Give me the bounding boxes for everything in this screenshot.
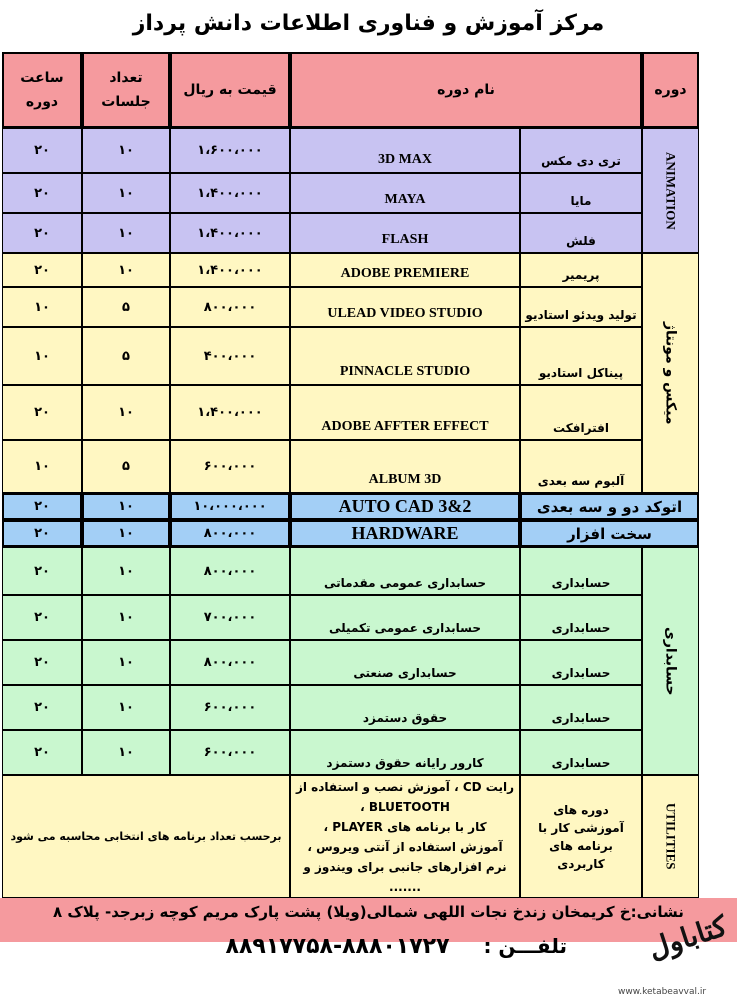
accounting-row-3-persian: حسابداری	[520, 685, 642, 730]
animation-row-2-hours: ۲۰	[2, 213, 82, 253]
accounting-row-4-hours: ۲۰	[2, 730, 82, 775]
header-category: دوره	[642, 52, 699, 128]
accounting-row-3-name: حقوق دستمزد	[290, 685, 520, 730]
utilities-line-2: کار با برنامه های PLAYER ،	[323, 819, 487, 834]
phone-label: تلفـــن :	[483, 934, 567, 958]
mixing-row-4-sessions: ۵	[82, 440, 170, 493]
hardware-name: HARDWARE	[290, 520, 520, 547]
accounting-row-1-persian: حسابداری	[520, 595, 642, 640]
utilities-description	[290, 775, 520, 898]
animation-row-0-hours: ۲۰	[2, 128, 82, 173]
mixing-row-4-name: ALBUM 3D	[290, 440, 520, 493]
utilities-persian: دوره های آموزشی کار با برنامه های کاربردی	[520, 775, 642, 898]
autocad-row-hours: ۲۰	[2, 493, 82, 520]
utilities-line-4: نرم افزارهای جانبی برای ویندوز و .......	[303, 859, 507, 894]
header-sessions: تعداد جلسات	[82, 52, 170, 128]
animation-row-2-name: FLASH	[290, 213, 520, 253]
utilities-note: برحسب تعداد برنامه های انتخابی محاسبه می شود	[2, 775, 290, 898]
mixing-row-3-persian: افترافکت	[520, 385, 642, 440]
mixing-row-2-name: PINNACLE STUDIO	[290, 327, 520, 385]
accounting-row-3-hours: ۲۰	[2, 685, 82, 730]
animation-row-0-price: ۱،۶۰۰،۰۰۰	[170, 128, 290, 173]
hardware-persian: سخت افزار	[520, 520, 699, 547]
address-text: نشانی:خ کریمخان زندخ نجات اللهی شمالی(ویلا) پشت پارک مریم کوچه زبرجد- پلاک ۸	[53, 903, 684, 921]
animation-row-2-persian: فلش	[520, 213, 642, 253]
utilities-line-1: BLUETOOTH ،	[360, 799, 450, 814]
mixing-row-3-sessions: ۱۰	[82, 385, 170, 440]
animation-row-2-sessions: ۱۰	[82, 213, 170, 253]
accounting-row-2-sessions: ۱۰	[82, 640, 170, 685]
accounting-row-2-name: حسابداری صنعتی	[290, 640, 520, 685]
mixing-row-2-hours: ۱۰	[2, 327, 82, 385]
mixing-row-4-hours: ۱۰	[2, 440, 82, 493]
mixing-row-3-name: ADOBE AFFTER EFFECT	[290, 385, 520, 440]
page-title: مرکز آموزش و فناوری اطلاعات دانش پرداز	[132, 11, 605, 36]
mixing-row-2-sessions: ۵	[82, 327, 170, 385]
header-course-name: نام دوره	[290, 52, 642, 128]
animation-row-1-sessions: ۱۰	[82, 173, 170, 213]
animation-row-1-price: ۱،۴۰۰،۰۰۰	[170, 173, 290, 213]
animation-row-1-name: MAYA	[290, 173, 520, 213]
mixing-row-2-price: ۴۰۰،۰۰۰	[170, 327, 290, 385]
autocad-row-price: ۱۰،۰۰۰،۰۰۰	[170, 493, 290, 520]
phone-row	[0, 934, 737, 959]
credit-text: www.ketabeavval.ir	[618, 987, 707, 997]
accounting-row-1-name: حسابداری عمومی تکمیلی	[290, 595, 520, 640]
category-mixing: میکس و مونتاژ	[642, 253, 699, 493]
hardware-row-sessions: ۱۰	[82, 520, 170, 547]
accounting-row-0-persian: حسابداری	[520, 547, 642, 595]
utilities-line-3: آموزش استفاده از آنتی ویروس ،	[307, 839, 503, 854]
accounting-row-1-price: ۷۰۰،۰۰۰	[170, 595, 290, 640]
header-price: قیمت به ریال	[170, 52, 290, 128]
mixing-row-1-sessions: ۵	[82, 287, 170, 327]
animation-row-1-hours: ۲۰	[2, 173, 82, 213]
mixing-row-0-hours: ۲۰	[2, 253, 82, 287]
hardware-row-hours: ۲۰	[2, 520, 82, 547]
autocad-name: AUTO CAD 3&2	[290, 493, 520, 520]
accounting-row-0-price: ۸۰۰،۰۰۰	[170, 547, 290, 595]
mixing-row-0-price: ۱،۴۰۰،۰۰۰	[170, 253, 290, 287]
category-utilities: UTILITIES	[642, 775, 699, 898]
mixing-row-2-persian: پیناکل استادیو	[520, 327, 642, 385]
mixing-row-1-price: ۸۰۰،۰۰۰	[170, 287, 290, 327]
mixing-row-1-persian: تولید ویدئو استادیو	[520, 287, 642, 327]
accounting-row-4-persian: حسابداری	[520, 730, 642, 775]
accounting-row-2-persian: حسابداری	[520, 640, 642, 685]
accounting-row-2-price: ۸۰۰،۰۰۰	[170, 640, 290, 685]
mixing-row-0-name: ADOBE PREMIERE	[290, 253, 520, 287]
accounting-row-4-sessions: ۱۰	[82, 730, 170, 775]
mixing-row-0-sessions: ۱۰	[82, 253, 170, 287]
animation-row-0-persian: تری دی مکس	[520, 128, 642, 173]
autocad-persian: اتوکد دو و سه بعدی	[520, 493, 699, 520]
animation-row-2-price: ۱،۴۰۰،۰۰۰	[170, 213, 290, 253]
mixing-row-4-price: ۶۰۰،۰۰۰	[170, 440, 290, 493]
accounting-row-3-price: ۶۰۰،۰۰۰	[170, 685, 290, 730]
accounting-row-1-hours: ۲۰	[2, 595, 82, 640]
accounting-row-1-sessions: ۱۰	[82, 595, 170, 640]
mixing-row-0-persian: پریمیر	[520, 253, 642, 287]
accounting-row-3-sessions: ۱۰	[82, 685, 170, 730]
logo-text: کتاباول	[644, 909, 731, 966]
header-hours: ساعت دوره	[2, 52, 82, 128]
accounting-row-0-name: حسابداری عمومی مقدماتی	[290, 547, 520, 595]
animation-row-0-sessions: ۱۰	[82, 128, 170, 173]
mixing-row-4-persian: آلبوم سه بعدی	[520, 440, 642, 493]
autocad-row-sessions: ۱۰	[82, 493, 170, 520]
mixing-row-1-name: ULEAD VIDEO STUDIO	[290, 287, 520, 327]
accounting-row-4-name: کارور رایانه حقوق دستمزد	[290, 730, 520, 775]
animation-row-0-name: 3D MAX	[290, 128, 520, 173]
mixing-row-3-hours: ۲۰	[2, 385, 82, 440]
accounting-row-0-hours: ۲۰	[2, 547, 82, 595]
mixing-row-1-hours: ۱۰	[2, 287, 82, 327]
accounting-row-4-price: ۶۰۰،۰۰۰	[170, 730, 290, 775]
hardware-row-price: ۸۰۰،۰۰۰	[170, 520, 290, 547]
accounting-row-0-sessions: ۱۰	[82, 547, 170, 595]
animation-row-1-persian: مایا	[520, 173, 642, 213]
utilities-line-0: رایت CD ، آموزش نصب و استفاده از	[295, 779, 515, 794]
mixing-row-3-price: ۱،۴۰۰،۰۰۰	[170, 385, 290, 440]
accounting-row-2-hours: ۲۰	[2, 640, 82, 685]
category-animation: ANIMATION	[642, 128, 699, 253]
phone-number: ۸۸۸۰۱۷۲۷-۸۸۹۱۷۷۵۸	[225, 934, 450, 959]
category-accounting: حسابداری	[642, 547, 699, 775]
